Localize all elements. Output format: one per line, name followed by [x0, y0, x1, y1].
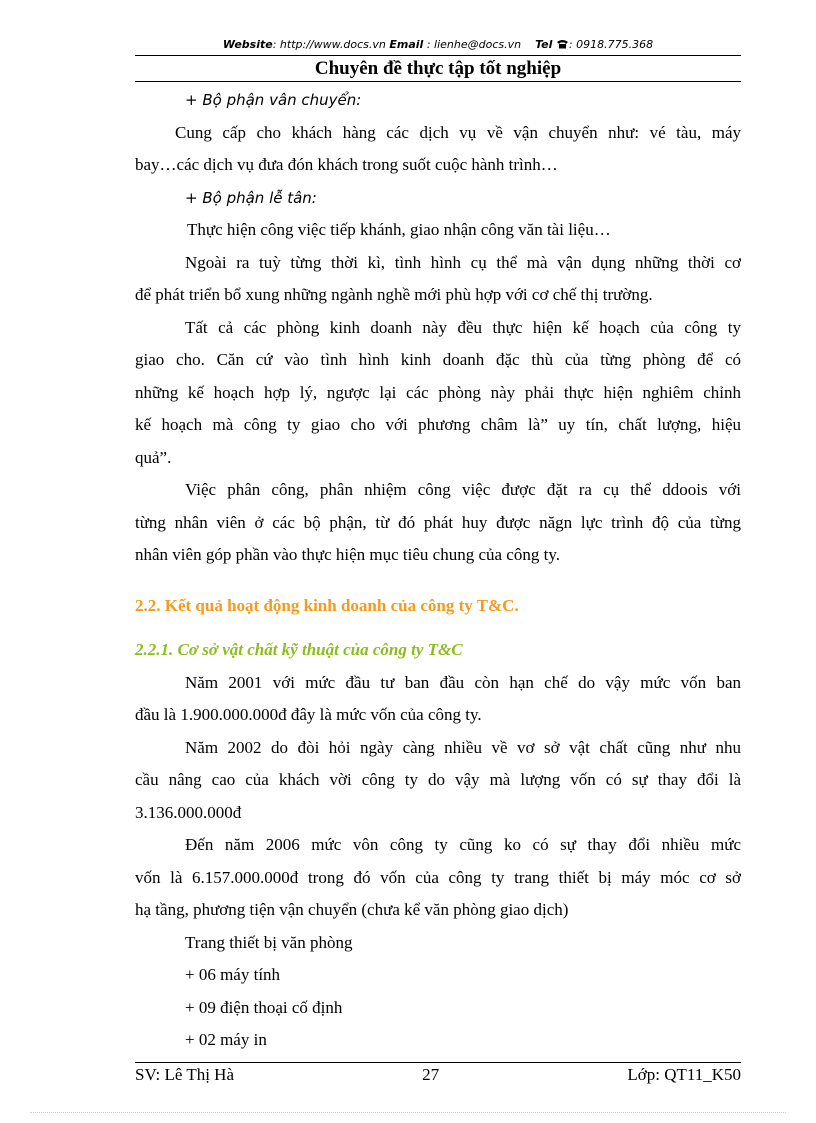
- paragraph-line: Ngoài ra tuỳ từng thời kì, tình hình cụ thể mà vận dụng những thời cơ: [185, 252, 741, 272]
- website-value: : http://www.docs.vn: [272, 38, 386, 51]
- paragraph-line: nhân viên góp phần vào thực hiện mục tiêu chung của công ty.: [135, 545, 560, 564]
- paragraph-line: bay…các dịch vụ đưa đón khách trong suốt cuộc hành trình…: [135, 155, 558, 174]
- paragraph-line: đầu là 1.900.000.000đ đây là mức vốn của công ty.: [135, 705, 482, 724]
- list-item: + 06 máy tính: [185, 965, 281, 984]
- list-item: + 02 máy in: [185, 1030, 267, 1049]
- page-content: [135, 84, 741, 1057]
- page-bottom-dotted-edge: [30, 1112, 786, 1113]
- list-item: + 09 điện thoại cố định: [185, 997, 343, 1017]
- footer-page-number: 27: [422, 1065, 440, 1084]
- paragraph-line: giao cho. Căn cứ vào tình hình kinh doanh đặc thù của từng phòng để có: [135, 350, 741, 369]
- paragraph-line: để phát triển bổ xung những ngành nghề mới phù hợp với cơ chế thị trường.: [135, 285, 653, 304]
- email-label: Email: [389, 38, 424, 51]
- section-heading-2-2-1: 2.2.1. Cơ sở vật chất kỹ thuật của công ty T&C: [135, 640, 463, 659]
- paragraph-line: Tất cả các phòng kinh doanh này đều thực hiện kế hoạch của công ty: [185, 317, 741, 337]
- website-label: Website: [222, 38, 273, 51]
- paragraph-line: Việc phân công, phân nhiệm công việc được đặt ra cụ thể ddoois với: [185, 480, 741, 499]
- paragraph-line: cầu nâng cao của khách vời công ty do vậy mà lượng vốn có sự thay đổi là: [135, 770, 741, 789]
- paragraph-line: Cung cấp cho khách hàng các dịch vụ về vận chuyển như: vé tàu, máy: [175, 122, 741, 142]
- footer-class: Lớp: QT11_K50: [627, 1065, 741, 1084]
- paragraph-line: Thực hiện công việc tiếp khánh, giao nhận công văn tài liệu…: [187, 220, 611, 239]
- footer-student: SV: Lê Thị Hà: [135, 1065, 234, 1084]
- header-rule-top: [135, 55, 741, 56]
- equipment-heading: Trang thiết bị văn phòng: [185, 932, 353, 952]
- phone-icon: [556, 39, 569, 49]
- paragraph-line: 3.136.000.000đ: [135, 802, 242, 822]
- email-value: : lienhe@docs.vn: [426, 38, 522, 51]
- site-header: [135, 38, 741, 51]
- section-transport-label: + Bộ phận vân chuyển:: [185, 91, 362, 109]
- section-heading-2-2: 2.2. Kết quả hoạt động kinh doanh của công ty T&C.: [135, 595, 519, 615]
- paragraph-line: Năm 2002 do đòi hỏi ngày càng nhiều về vơ sở vật chất cũng như nhu: [185, 737, 741, 757]
- doc-title: Chuyên đề thực tập tốt nghiệp: [314, 58, 562, 79]
- paragraph-line: những kế hoạch hợp lý, ngược lại các phòng này phải thực hiện nghiêm chỉnh: [135, 382, 741, 402]
- paragraph-line: kế hoạch mà công ty giao cho với phương châm là” uy tín, chất lượng, hiệu: [135, 415, 741, 434]
- paragraph-line: hạ tầng, phương tiện vận chuyển (chưa kể văn phòng giao dịch): [135, 900, 569, 919]
- tel-value: : 0918.775.368: [568, 38, 654, 51]
- tel-label: Tel: [535, 38, 553, 51]
- paragraph-line: Đến năm 2006 mức vôn công ty cũng ko có sự thay đổi nhiều mức: [185, 835, 741, 854]
- section-reception-label: + Bộ phận lễ tân:: [185, 188, 317, 207]
- header-rule-bottom: [135, 81, 741, 82]
- paragraph-line: vốn là 6.157.000.000đ trong đó vốn của công ty trang thiết bị máy móc cơ sở: [135, 867, 741, 887]
- paragraph-line: quả”.: [135, 447, 172, 467]
- paragraph-line: Năm 2001 với mức đầu tư ban đầu còn hạn chế do vậy mức vốn ban: [185, 672, 741, 692]
- paragraph-line: từng nhân viên ở các bộ phận, từ đó phát huy được năgn lực trình độ của từng: [135, 512, 741, 532]
- page-footer: [135, 1065, 741, 1085]
- footer-rule: [135, 1062, 741, 1063]
